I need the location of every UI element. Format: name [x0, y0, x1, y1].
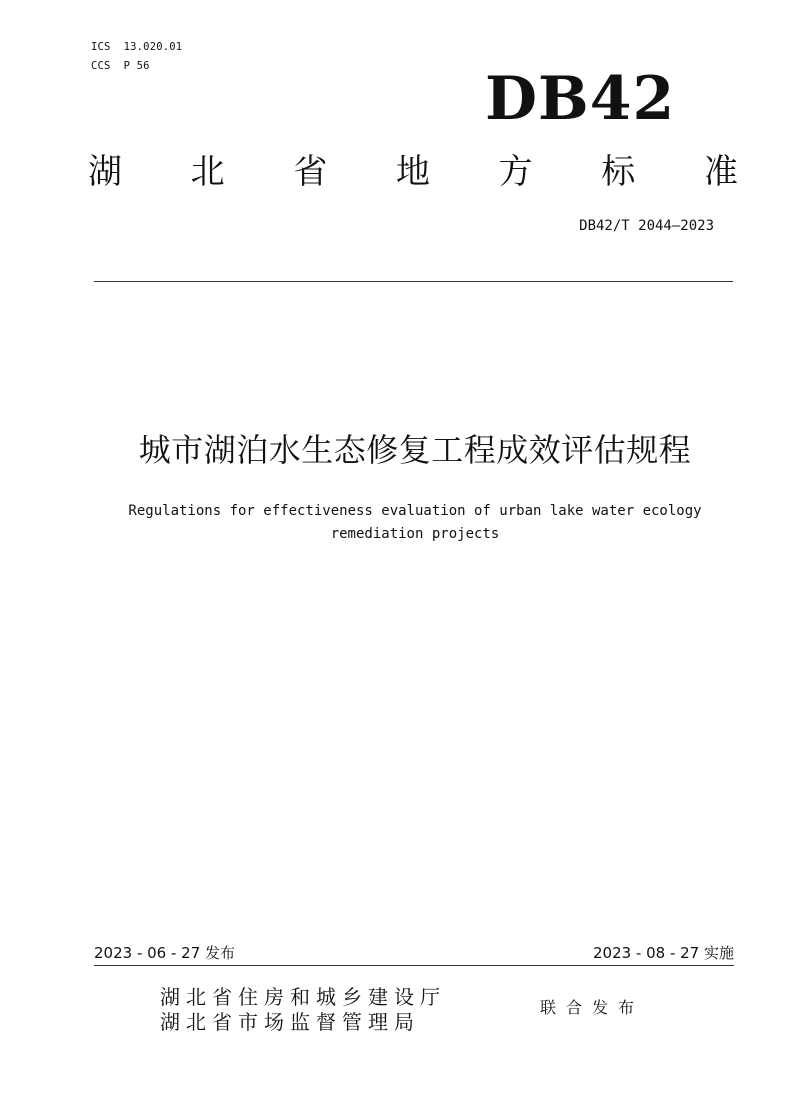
- implementation-date: 2023 - 08 - 27 实施: [592, 944, 734, 962]
- standard-type-char: 地: [395, 152, 430, 192]
- standard-type-char: 准: [703, 152, 738, 192]
- standard-type-char: 标: [601, 152, 636, 192]
- issue-date: 2023 - 06 - 27 发布: [94, 944, 236, 962]
- publisher-market-regulation: 湖北省市场监督管理局: [160, 1010, 420, 1034]
- english-title-line-2: remediation projects: [330, 526, 500, 542]
- standard-type-char: 省: [293, 152, 328, 192]
- publishers-block: [160, 985, 446, 1035]
- document-title-chinese: 城市湖泊水生态修复工程成效评估规程: [138, 431, 692, 469]
- top-divider: [94, 281, 733, 282]
- ccs-code: CCS P 56: [91, 60, 150, 72]
- standard-number: DB42/T 2044—2023: [579, 218, 714, 234]
- standard-type-char: 北: [190, 152, 225, 192]
- standard-type-heading: [88, 150, 738, 194]
- standard-type-char: 湖: [88, 152, 122, 192]
- standard-code-logo: DB42: [485, 64, 676, 134]
- joint-issue-label: 联合发布: [540, 998, 645, 1017]
- document-title-english: [60, 500, 770, 546]
- english-title-line-1: Regulations for effectiveness evaluation of urban lake water ecology: [128, 503, 702, 519]
- ics-code: ICS 13.020.01: [91, 41, 183, 53]
- publisher-housing-department: 湖北省住房和城乡建设厅: [160, 985, 446, 1009]
- bottom-divider: [94, 965, 734, 966]
- standard-type-char: 方: [498, 152, 533, 192]
